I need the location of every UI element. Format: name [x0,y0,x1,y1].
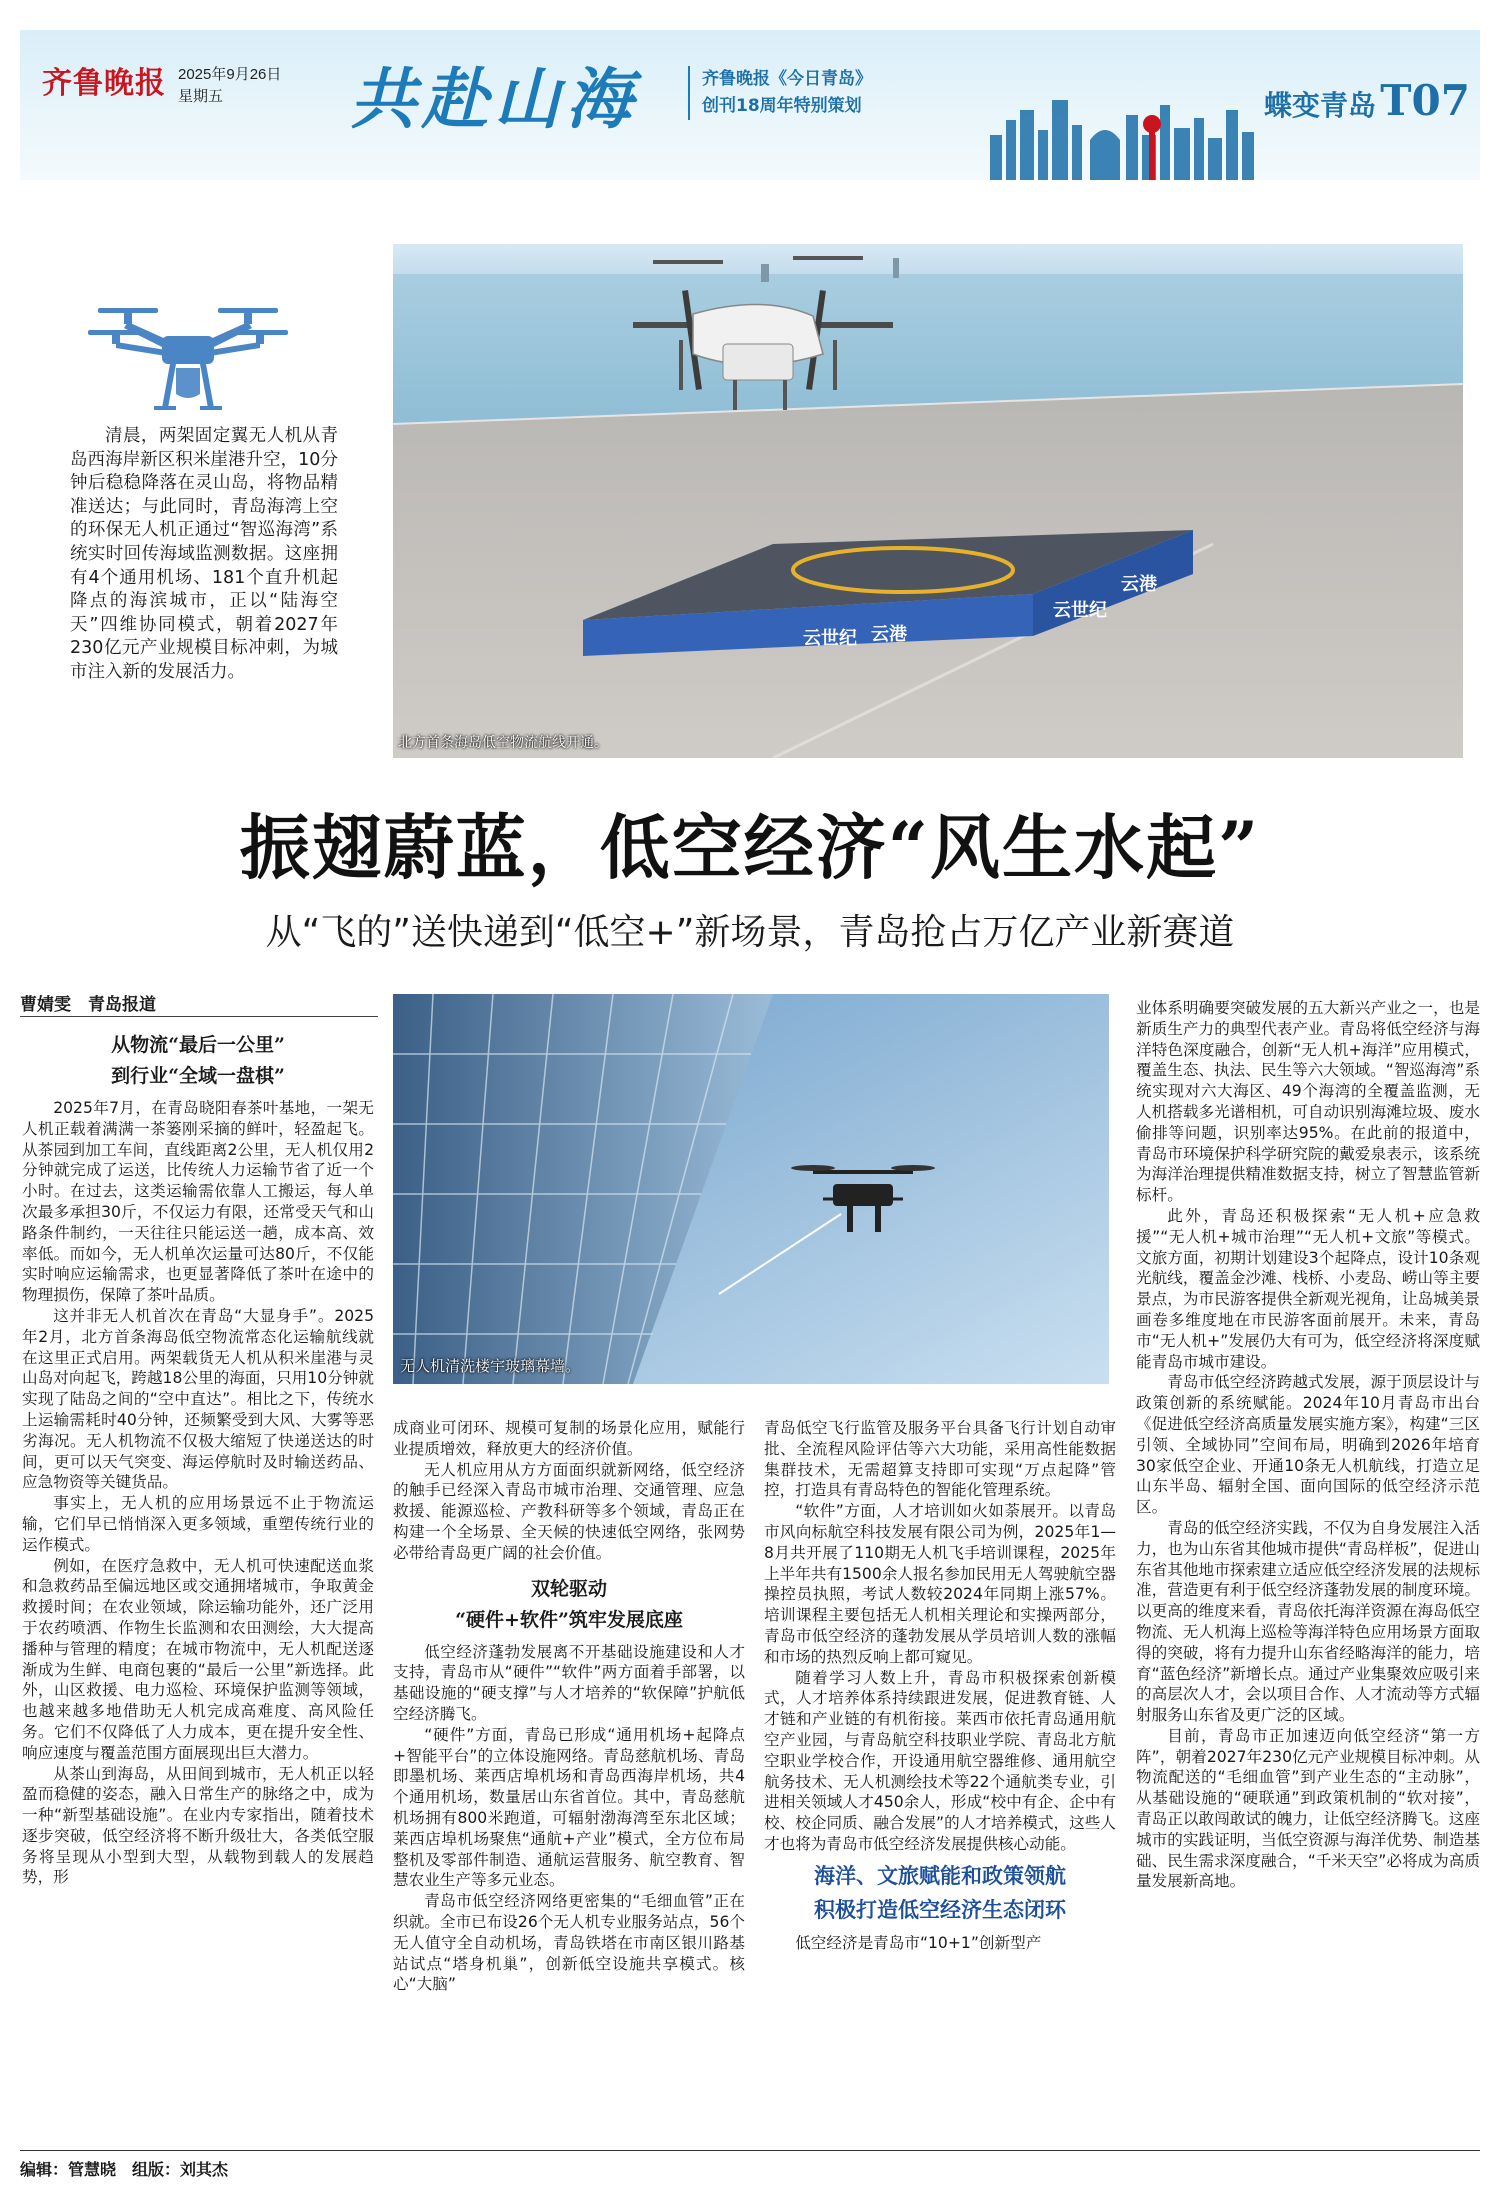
col2-paragraph: 青岛市低空经济网络更密集的“毛细血管”正在织就。全市已布设26个无人机专业服务站点，56个无人值守全自动机场，青岛铁塔在市南区银川路基站试点“塔身机巢”，创新低空设施共享模式。核心“大脑” [393,1892,745,1994]
city-skyline-icon [980,80,1280,180]
footer-rule [20,2150,1480,2151]
byline-rule [20,1016,378,1017]
newspaper-logo: 齐鲁晚报 [42,66,166,101]
col1-paragraph: 例如，在医疗急救中，无人机可快速配送血浆和急救药品至偏远地区或交通拥堵城市，争取黄金救援时间；在农业领域，除运输功能外，还广泛用于农药喷洒、作物生长监测和农田测绘，大大提高播种与管理的精度；在城市物流中，无人机配送逐渐成为生鲜、电商包裹的“最后一公里”新选择。此外，山区救援、电力巡检、环境保护监测等领域，也越来越多地借助无人机完成高难度、高风险任务。它们不仅降低了人力成本，更在提升安全性、响应速度与覆盖范围方面展现出巨大潜力。 [22,1556,374,1762]
masthead-subtitle [702,66,872,120]
pad-label-1: 云世纪 [803,628,857,649]
mid-photo-image [393,994,1109,1384]
subheading-2-line1: 双轮驱动 [530,1577,607,1600]
col4-paragraph: 青岛市低空经济跨越式发展，源于顶层设计与政策创新的系统赋能。2024年10月青岛市出台《促进低空经济高质量发展实施方案》，构建“三区引领、全域协同”空间布局，明确到2026年培育30家低空企业、开通10条无人机航线，打造立足山东半岛、辐射全国、面向国际的低空经济示范区。 [1136,1373,1480,1517]
col1-paragraph: 这并非无人机首次在青岛“大显身手”。2025年2月，北方首条海岛低空物流常态化运输航线就在这里正式启用。两架载货无人机从积米崖港与灵山岛对向起飞，跨越18公里的海面，只用10分钟就实现了陆岛之间的“空中直达”。相比之下，传统水上运输需耗时40分钟，还频繁受到大风、大雾等恶劣海况。无人机物流不仅极大缩短了快递送达的时间，更可以天气突变、海运停航时及时输送药品、应急物资等关键货品。 [22,1306,374,1492]
hero-photo-image [393,244,1463,758]
footer-credits: 编辑：管慧晓 组版：刘其杰 [20,2160,229,2179]
section-name: 蝶变青岛 [1263,89,1376,122]
col2-paragraph: “硬件”方面，青岛已形成“通用机场+起降点+智能平台”的立体设施网络。青岛慈航机场、青岛即墨机场、莱西店埠机场和青岛西海岸机场，共4个通用机场，数量居山东省首位。其中，青岛慈航机场拥有800米跑道，可辐射渤海湾至东北区域；莱西店埠机场聚焦“通航+产业”模式，全方位布局整机及零部件制造、通航运营服务、航空教育、智慧农业生产等多元业态。 [393,1725,745,1890]
drone-icon [88,290,288,420]
headline: 振翅蔚蓝，低空经济“风生水起” [239,806,1261,889]
col2-paragraph: 成商业可闭环、规模可复制的场景化应用，赋能行业提质增效，释放更大的经济价值。 [393,1419,745,1458]
col3-paragraph: “软件”方面，人才培训如火如荼展开。以青岛市风向标航空科技发展有限公司为例，2025年1—8月共开展了110期无人机飞手培训课程，2025年上半年共有1500余人报名参加民用无人驾驶航空器操控员执照，考试人数较2024年同期上涨57%。培训课程主要包括无人机相关理论和实操两部分，青岛市低空经济的蓬勃发展从学员培训人数的涨幅和市场的热烈反响上都可窥见。 [764,1502,1116,1666]
col4-paragraph: 目前，青岛市正加速迈向低空经济“第一方阵”，朝着2027年230亿元产业规模目标冲刺。从物流配送的“毛细血管”到产业生态的“主动脉”，从基础设施的“硬联通”到政策机制的“软对接”，青岛正以敢闯敢试的魄力，让低空经济腾飞。这座城市的实践证明，当低空资源与海洋优势、制造基础、民生需求深度融合，“千米天空”必将成为高质量发展新高地。 [1136,1726,1480,1891]
col2-paragraph: 无人机应用从方方面面织就新网络，低空经济的触手已经深入青岛市城市治理、交通管理、应急救援、能源巡检、产教科研等多个领域，青岛正在构建一个全场景、全天候的快速低空网络，张网势必带给青岛更广阔的社会价值。 [393,1460,745,1562]
masthead-subtitle-line1: 齐鲁晚报《今日青岛》 [702,69,872,89]
col4-paragraph: 此外，青岛还积极探索“无人机+应急救援”“无人机+城市治理”“无人机+文旅”等模式。文旅方面，初期计划建设3个起降点，设计10条观光航线，覆盖金沙滩、栈桥、小麦岛、崂山等主要景点，为市民游客提供全新观光视角，让岛城美景画卷多维度地在市民游客面前展开。未来，青岛市“无人机+”发展仍大有可为，低空经济将深度赋能青岛市城市建设。 [1136,1206,1480,1371]
issue-weekday: 星期五 [178,88,224,105]
masthead [20,30,1480,180]
hero-photo-drone-helipad [393,244,1463,758]
subheading-3-line2: 积极打造低空经济生态闭环 [814,1896,1066,1922]
col1-paragraph: 事实上，无人机的应用场景远不止于物流运输，它们早已悄悄深入更多领域，重塑传统行业的运作模式。 [22,1494,374,1554]
col4-paragraph: 业体系明确要突破发展的五大新兴产业之一，也是新质生产力的典型代表产业。青岛将低空经济与海洋特色深度融合，创新“无人机+海洋”应用模式，覆盖生态、执法、民生等六大领域。“智巡海湾”系统实现对六大海区、49个海湾的全覆盖监测，无人机搭载多光谱相机，可自动识别海滩垃圾、废水偷排等问题，识别率达95%。在此前的报道中，青岛市环境保护科学研究院的戴爱泉表示，该系统为海洋治理提供精准数据支持，树立了智慧监管新标杆。 [1136,999,1480,1205]
col3-paragraph: 随着学习人数上升，青岛市积极探索创新模式，人才培养体系持续跟进发展，促进教育链、人才链和产业链的有机衔接。莱西市依托青岛通用航空产业园，与青岛航空科技职业学院、青岛北方航空职业学校合作，开设通用航空器维修、通用航空航务技术、无人机测绘技术等22个通航类专业，引进相关领域人才450余人，形成“校中有企、企中有校、校企同质、融合发展”的人才培养模式，这些人才也将为青岛市低空经济发展提供核心动能。 [764,1668,1116,1853]
hero-photo-caption: 北方首条海岛低空物流航线开通。 [398,735,608,751]
subheading-2-line2: “硬件+软件”筑牢发展底座 [455,1608,683,1631]
pad-label-2: 云港 [871,624,907,645]
pad-label-3: 云世纪 [1053,600,1107,621]
issue-date: 2025年9月26日 [178,66,282,83]
col3-paragraph: 低空经济是青岛市“10+1”创新型产 [795,1933,1042,1952]
column-2 [393,1418,745,1995]
column-3 [764,1418,1116,1954]
mid-photo-caption: 无人机清洗楼宇玻璃幕墙。 [400,1357,581,1375]
pad-label-4: 云港 [1121,574,1157,595]
subheading-3-line1: 海洋、文旅赋能和政策领航 [814,1862,1066,1888]
lead-paragraph: 清晨，两架固定翼无人机从青岛西海岸新区积米崖港升空，10分钟后稳稳降落在灵山岛，将物品精准送达；与此同时，青岛海湾上空的环保无人机正通过“智巡海湾”系统实时回传海域监测数据。这座拥有4个通用机场、181个直升机起降点的海滨城市，正以“陆海空天”四维协同模式，朝着2027年230亿元产业规模目标冲刺，为城市注入新的发展活力。 [70,426,338,682]
page-number: T07 [1380,76,1470,125]
col1-paragraph: 2025年7月，在青岛晓阳春茶叶基地，一架无人机正载着满满一茶篓刚采摘的鲜叶，轻盈起飞。从茶园到加工车间，直线距离2公里，无人机仅用2分钟就完成了运送，比传统人力运输节省了近一个小时。在过去，这类运输需依靠人工搬运，每人单次最多承担30斤，不仅运力有限，还常受天气和山路条件制约，一天往往只能运送一趟，成本高、效率低。而如今，无人机单次运量可达80斤，不仅能实时响应运输需求，也更显著降低了茶叶在途中的物理损伤，保障了茶叶品质。 [22,1099,374,1305]
column-1 [22,1030,374,1888]
subheading-1-line1: 从物流“最后一公里” [111,1034,285,1056]
subheadline: 从“飞的”送快递到“低空+”新场景，青岛抢占万亿产业新赛道 [265,912,1235,953]
masthead-subtitle-line2: 创刊18周年特别策划 [702,96,862,116]
issue-date-block [178,64,281,108]
byline: 曹婧雯 青岛报道 [20,995,156,1015]
col1-paragraph: 从茶山到海岛，从田间到城市，无人机正以轻盈而稳健的姿态，融入日常生产的脉络之中，成为一种“新型基础设施”。在业内专家指出，随着技术逐步突破，低空经济将不断升级壮大，各类低空服务将呈现从小型到大型，从载物到载人的发展趋势，形 [22,1764,374,1887]
mid-photo-glass-cleaning [393,994,1109,1384]
masthead-banner: 共赴山海 [350,60,638,138]
col2-paragraph: 低空经济蓬勃发展离不开基础设施建设和人才支持，青岛市从“硬件”“软件”两方面着手部署，以基础设施的“硬支撑”与人才培养的“软保障”护航低空经济腾飞。 [393,1642,745,1723]
subheading-1-line2: 到行业“全域一盘棋” [111,1065,285,1087]
masthead-divider [688,66,690,120]
col4-paragraph: 青岛的低空经济实践，不仅为自身发展注入活力，也为山东省其他城市提供“青岛样板”，促进山东省其他地市探索建立适应低空经济发展的法规标准，营造更有利于低空经济蓬勃发展的制度环境。以更高的维度来看，青岛依托海洋资源在海岛低空物流、无人机海上巡检等海洋特色应用场景方面取得的突破，将有力提升山东省经略海洋的能力，培育“蓝色经济”新增长点。通过产业集聚效应吸引来的高层次人才，会以项目合作、人才流动等方式辐射服务山东省及更广泛的区域。 [1136,1518,1480,1725]
column-4 [1136,998,1480,1892]
col3-paragraph: 青岛低空飞行监管及服务平台具备飞行计划自动审批、全流程风险评估等六大功能，采用高性能数据集群技术，无需超算支持即可实现“万点起降”管控，打造具有青岛特色的智能化管理系统。 [764,1419,1116,1500]
